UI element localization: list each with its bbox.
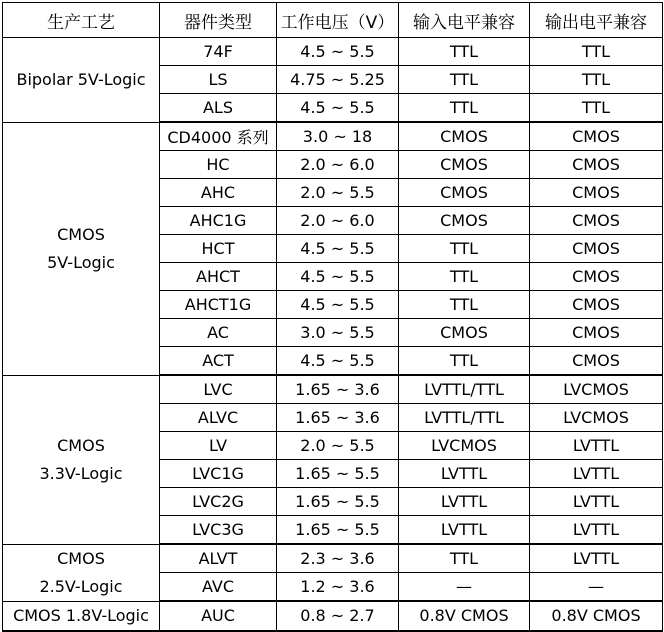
table-row bbox=[3, 544, 663, 573]
output-level-cell: CMOS bbox=[530, 207, 663, 235]
output-level-cell: LVCMOS bbox=[530, 375, 663, 404]
input-level-cell: TTL bbox=[399, 235, 530, 263]
header-device-type: 器件类型 bbox=[160, 3, 277, 38]
device-type-cell: AHC1G bbox=[160, 207, 277, 235]
device-type-cell: AHC bbox=[160, 179, 277, 207]
input-level-cell: LVTTL/TTL bbox=[399, 375, 530, 404]
input-level-cell: LVCMOS bbox=[399, 432, 530, 460]
output-level-cell: 0.8V CMOS bbox=[530, 601, 663, 631]
input-level-cell: TTL bbox=[399, 66, 530, 94]
output-level-cell: LVTTL bbox=[530, 544, 663, 573]
voltage-cell: 1.65 ~ 3.6 bbox=[277, 404, 399, 432]
input-level-cell: LVTTL bbox=[399, 488, 530, 516]
voltage-cell: 4.5 ~ 5.5 bbox=[277, 263, 399, 291]
table-row bbox=[3, 601, 663, 631]
voltage-cell: 1.65 ~ 5.5 bbox=[277, 460, 399, 488]
input-level-cell: CMOS bbox=[399, 122, 530, 151]
device-type-cell: ALS bbox=[160, 94, 277, 123]
input-level-cell: CMOS bbox=[399, 319, 530, 347]
voltage-cell: 1.65 ~ 3.6 bbox=[277, 375, 399, 404]
device-type-cell: AHCT1G bbox=[160, 291, 277, 319]
table-row bbox=[3, 38, 663, 66]
process-label: 2.5V-Logic bbox=[39, 576, 123, 596]
output-level-cell: CMOS bbox=[530, 235, 663, 263]
device-type-cell: LS bbox=[160, 66, 277, 94]
process-label: Bipolar 5V-Logic bbox=[16, 69, 146, 89]
device-type-cell: AHCT bbox=[160, 263, 277, 291]
voltage-cell: 3.0 ~ 5.5 bbox=[277, 319, 399, 347]
output-level-cell: LVCMOS bbox=[530, 404, 663, 432]
voltage-cell: 4.5 ~ 5.5 bbox=[277, 347, 399, 376]
device-type-cell: LVC bbox=[160, 375, 277, 404]
device-type-cell: AC bbox=[160, 319, 277, 347]
logic-family-table bbox=[2, 2, 663, 632]
table-row bbox=[3, 122, 663, 151]
voltage-cell: 2.0 ~ 6.0 bbox=[277, 151, 399, 179]
voltage-cell: 4.5 ~ 5.5 bbox=[277, 235, 399, 263]
voltage-cell: 2.0 ~ 6.0 bbox=[277, 207, 399, 235]
output-level-cell: CMOS bbox=[530, 347, 663, 376]
output-level-cell: LVTTL bbox=[530, 460, 663, 488]
table-row bbox=[3, 375, 663, 404]
process-label: 5V-Logic bbox=[47, 252, 115, 272]
output-level-cell: CMOS bbox=[530, 179, 663, 207]
input-level-cell: CMOS bbox=[399, 207, 530, 235]
input-level-cell: TTL bbox=[399, 38, 530, 66]
process-cell bbox=[3, 601, 160, 631]
device-type-cell: ALVC bbox=[160, 404, 277, 432]
device-type-cell: AVC bbox=[160, 573, 277, 602]
header-output-level: 输出电平兼容 bbox=[530, 3, 663, 38]
voltage-cell: 1.65 ~ 5.5 bbox=[277, 488, 399, 516]
input-level-cell: TTL bbox=[399, 347, 530, 376]
input-level-cell: CMOS bbox=[399, 179, 530, 207]
process-cell bbox=[3, 375, 160, 544]
voltage-cell: 4.75 ~ 5.25 bbox=[277, 66, 399, 94]
output-level-cell: LVTTL bbox=[530, 516, 663, 545]
device-type-cell: CD4000 系列 bbox=[160, 122, 277, 151]
process-cell bbox=[3, 122, 160, 375]
process-label: CMOS bbox=[57, 548, 105, 568]
output-level-cell: — bbox=[530, 573, 663, 602]
header-voltage: 工作电压（V） bbox=[277, 3, 399, 38]
device-type-cell: ALVT bbox=[160, 544, 277, 573]
input-level-cell: LVTTL/TTL bbox=[399, 404, 530, 432]
output-level-cell: CMOS bbox=[530, 151, 663, 179]
input-level-cell: TTL bbox=[399, 291, 530, 319]
output-level-cell: TTL bbox=[530, 38, 663, 66]
input-level-cell: TTL bbox=[399, 94, 530, 123]
device-type-cell: LVC3G bbox=[160, 516, 277, 545]
output-level-cell: CMOS bbox=[530, 291, 663, 319]
device-type-cell: AUC bbox=[160, 601, 277, 631]
output-level-cell: CMOS bbox=[530, 263, 663, 291]
header-input-level: 输入电平兼容 bbox=[399, 3, 530, 38]
voltage-cell: 1.2 ~ 3.6 bbox=[277, 573, 399, 602]
voltage-cell: 2.3 ~ 3.6 bbox=[277, 544, 399, 573]
output-level-cell: LVTTL bbox=[530, 488, 663, 516]
process-label: CMOS bbox=[57, 435, 105, 455]
input-level-cell: TTL bbox=[399, 263, 530, 291]
process-label: CMOS 1.8V-Logic bbox=[13, 605, 149, 625]
process-cell bbox=[3, 38, 160, 123]
voltage-cell: 4.5 ~ 5.5 bbox=[277, 291, 399, 319]
voltage-cell: 1.65 ~ 5.5 bbox=[277, 516, 399, 545]
device-type-cell: HCT bbox=[160, 235, 277, 263]
input-level-cell: — bbox=[399, 573, 530, 602]
voltage-cell: 0.8 ~ 2.7 bbox=[277, 601, 399, 631]
output-level-cell: CMOS bbox=[530, 319, 663, 347]
process-cell bbox=[3, 544, 160, 601]
voltage-cell: 4.5 ~ 5.5 bbox=[277, 94, 399, 123]
voltage-cell: 2.0 ~ 5.5 bbox=[277, 179, 399, 207]
header-process: 生产工艺 bbox=[3, 3, 160, 38]
input-level-cell: 0.8V CMOS bbox=[399, 601, 530, 631]
voltage-cell: 3.0 ~ 18 bbox=[277, 122, 399, 151]
device-type-cell: LV bbox=[160, 432, 277, 460]
device-type-cell: LVC2G bbox=[160, 488, 277, 516]
input-level-cell: LVTTL bbox=[399, 516, 530, 545]
input-level-cell: TTL bbox=[399, 544, 530, 573]
voltage-cell: 2.0 ~ 5.5 bbox=[277, 432, 399, 460]
voltage-cell: 4.5 ~ 5.5 bbox=[277, 38, 399, 66]
input-level-cell: LVTTL bbox=[399, 460, 530, 488]
output-level-cell: TTL bbox=[530, 66, 663, 94]
output-level-cell: CMOS bbox=[530, 122, 663, 151]
output-level-cell: TTL bbox=[530, 94, 663, 123]
header-row bbox=[3, 3, 663, 38]
device-type-cell: LVC1G bbox=[160, 460, 277, 488]
input-level-cell: CMOS bbox=[399, 151, 530, 179]
process-label: 3.3V-Logic bbox=[39, 463, 123, 483]
output-level-cell: LVTTL bbox=[530, 432, 663, 460]
device-type-cell: 74F bbox=[160, 38, 277, 66]
device-type-cell: ACT bbox=[160, 347, 277, 376]
table-body bbox=[3, 38, 663, 631]
process-label: CMOS bbox=[57, 224, 105, 244]
device-type-cell: HC bbox=[160, 151, 277, 179]
